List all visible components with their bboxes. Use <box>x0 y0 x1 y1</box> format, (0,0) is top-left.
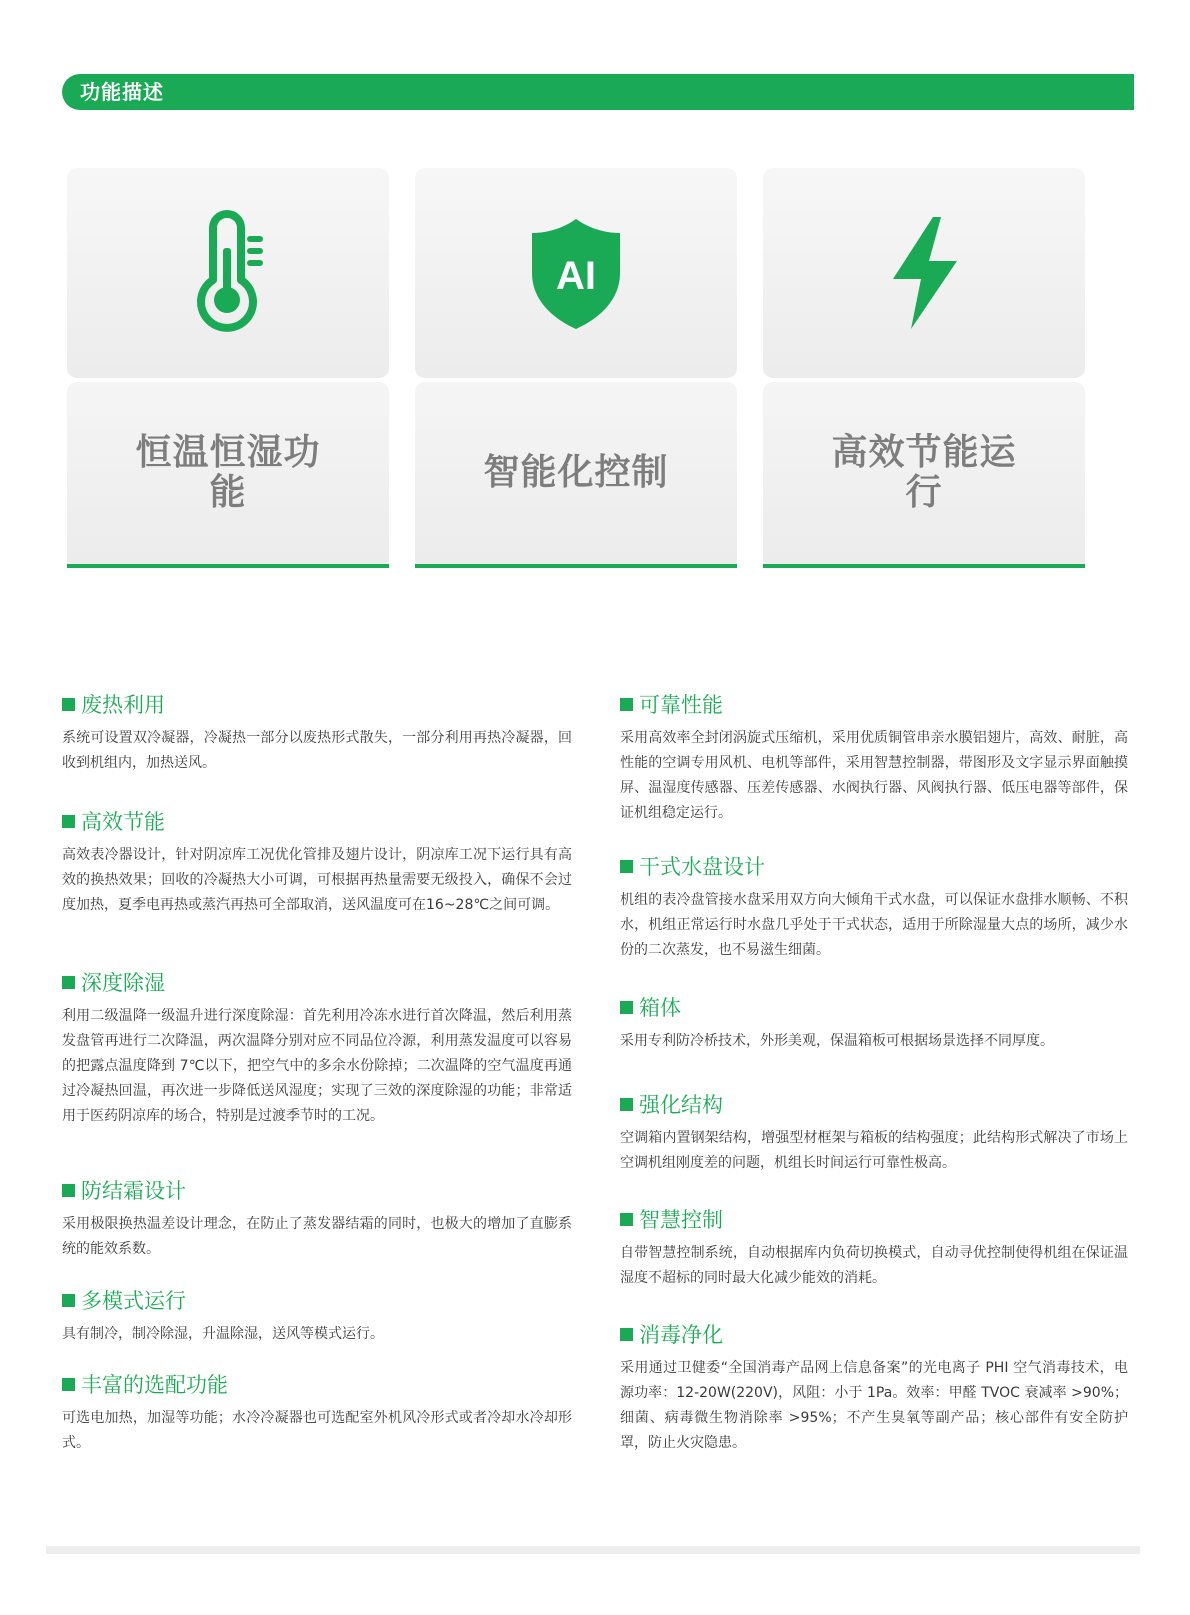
section-body: 利用二级温降一级温升进行深度除湿：首先利用冷冻水进行首次降温，然后利用蒸发盘管再进行二次降温，两次温降分别对应不同品位冷源，利用蒸发温度可以容易的把露点温度降到 7℃以下，把空气中的多余水份除掉；二次温降的空气温度再通过冷凝热回温，再次进一步降低送风湿度；实现了三效的深度除湿的功能；非常适用于医药阴凉库的场合，特别是过渡季节时的工况。 <box>62 1008 572 1124</box>
section-title <box>620 1090 1128 1118</box>
bullet-square-icon <box>62 1378 75 1391</box>
section-body: 可选电加热，加湿等功能；水冷冷凝器也可选配室外机风冷形式或者冷却水冷却形式。 <box>62 1410 572 1451</box>
section-title <box>620 852 1128 880</box>
section-title <box>62 807 572 835</box>
bullet-square-icon <box>62 1184 75 1197</box>
feature-card-constant-temp-humidity <box>67 168 389 568</box>
section-body: 采用通过卫健委“全国消毒产品网上信息备案”的光电离子 PHI 空气消毒技术，电源功率：12-20W(220V)，风阻：小于 1Pa。效率：甲醛 TVOC 衰减率 >90%；细菌、病毒微生物消除率 >95%；不产生臭氧等副产品；核心部件有安全防护罩，防止火灾隐患。 <box>620 1360 1128 1451</box>
section-title-text: 干式水盘设计 <box>639 855 765 879</box>
section-title-text: 废热利用 <box>81 693 165 717</box>
section-anti-frost <box>62 1176 572 1262</box>
section-dry-drain-pan <box>620 852 1128 963</box>
section-body: 采用高效率全封闭涡旋式压缩机，采用优质铜管串亲水膜铝翅片，高效、耐脏，高性能的空调专用风机、电机等部件，采用智慧控制器，带图形及文字显示界面触摸屏、温湿度传感器、压差传感器、水阀执行器、风阀执行器、低压电器等部件，保证机组稳定运行。 <box>620 730 1128 821</box>
section-disinfection <box>620 1320 1128 1456</box>
section-reinforced-structure <box>620 1090 1128 1176</box>
section-body: 机组的表冷盘管接水盘采用双方向大倾角干式水盘，可以保证水盘排水顺畅、不积水，机组正常运行时水盘几乎处于干式状态，适用于所除湿量大点的场所，减少水份的二次蒸发，也不易滋生细菌。 <box>620 892 1128 958</box>
bullet-square-icon <box>62 698 75 711</box>
section-title-text: 丰富的选配功能 <box>81 1373 228 1397</box>
feature-card-label-area <box>67 382 389 568</box>
thermometer-icon <box>183 208 273 338</box>
page-title: 功能描述 <box>80 80 164 104</box>
bullet-square-icon <box>62 976 75 989</box>
lightning-icon <box>879 213 969 333</box>
feature-label: 智能化控制 <box>483 452 669 493</box>
section-title <box>62 1176 572 1204</box>
ai-shield-text: AI <box>556 254 596 298</box>
section-title <box>62 968 572 996</box>
feature-label: 恒温恒湿功能 <box>135 432 321 513</box>
section-title-text: 消毒净化 <box>639 1323 723 1347</box>
feature-card-intelligent-control <box>415 168 737 568</box>
section-title <box>620 690 1128 718</box>
section-title-text: 箱体 <box>639 996 681 1020</box>
dot-pattern-decoration <box>1078 74 1138 110</box>
bullet-square-icon <box>62 1294 75 1307</box>
section-body: 高效表冷器设计，针对阴凉库工况优化管排及翅片设计，阴凉库工况下运行具有高效的换热效果；回收的冷凝热大小可调，可根据再热量需要无级投入，确保不会过度加热，夏季电再热或蒸汽再热可全部取消，送风温度可在16~28℃之间可调。 <box>62 847 572 913</box>
section-body: 自带智慧控制系统，自动根据库内负荷切换模式，自动寻优控制使得机组在保证温湿度不超标的同时最大化减少能效的消耗。 <box>620 1245 1128 1286</box>
bullet-square-icon <box>620 1001 633 1014</box>
section-reliability <box>620 690 1128 826</box>
section-title-text: 防结霜设计 <box>81 1179 186 1203</box>
footer-divider <box>46 1546 1140 1554</box>
section-header-bar <box>62 74 1134 110</box>
section-title-text: 强化结构 <box>639 1093 723 1117</box>
feature-card-icon-area <box>67 168 389 378</box>
section-title-text: 可靠性能 <box>639 693 723 717</box>
feature-card-icon-area <box>415 168 737 378</box>
section-title-text: 深度除湿 <box>81 971 165 995</box>
section-title-text: 多模式运行 <box>81 1289 186 1313</box>
section-title <box>620 993 1128 1021</box>
section-multi-mode <box>62 1286 572 1347</box>
section-deep-dehumidification <box>62 968 572 1129</box>
section-title <box>62 1370 572 1398</box>
section-body: 采用极限换热温差设计理念，在防止了蒸发器结霜的同时，也极大的增加了直膨系统的能效系数。 <box>62 1216 572 1257</box>
section-cabinet <box>620 993 1128 1054</box>
bullet-square-icon <box>620 1328 633 1341</box>
section-options <box>62 1370 572 1456</box>
section-title <box>62 1286 572 1314</box>
section-title-text: 智慧控制 <box>639 1208 723 1232</box>
feature-card-icon-area <box>763 168 1085 378</box>
bullet-square-icon <box>620 1098 633 1111</box>
ai-shield-icon <box>526 213 626 333</box>
bullet-square-icon <box>62 815 75 828</box>
section-waste-heat <box>62 690 572 776</box>
bullet-square-icon <box>620 860 633 873</box>
section-title <box>620 1320 1128 1348</box>
section-efficient-energy <box>62 807 572 918</box>
feature-card-efficient-energy <box>763 168 1085 568</box>
section-title <box>620 1205 1128 1233</box>
feature-card-label-area <box>763 382 1085 568</box>
feature-card-label-area <box>415 382 737 568</box>
section-body: 采用专利防冷桥技术，外形美观，保温箱板可根据场景选择不同厚度。 <box>620 1033 1054 1049</box>
feature-label: 高效节能运行 <box>831 432 1017 513</box>
section-body: 空调箱内置钢架结构，增强型材框架与箱板的结构强度；此结构形式解决了市场上空调机组刚度差的问题，机组长时间运行可靠性极高。 <box>620 1130 1128 1171</box>
bullet-square-icon <box>620 1213 633 1226</box>
section-body: 具有制冷，制冷除湿，升温除湿，送风等模式运行。 <box>62 1326 384 1342</box>
bullet-square-icon <box>620 698 633 711</box>
section-smart-control <box>620 1205 1128 1291</box>
section-title-text: 高效节能 <box>81 810 165 834</box>
section-title <box>62 690 572 718</box>
section-body: 系统可设置双冷凝器，冷凝热一部分以废热形式散失，一部分利用再热冷凝器，回收到机组内，加热送风。 <box>62 730 572 771</box>
